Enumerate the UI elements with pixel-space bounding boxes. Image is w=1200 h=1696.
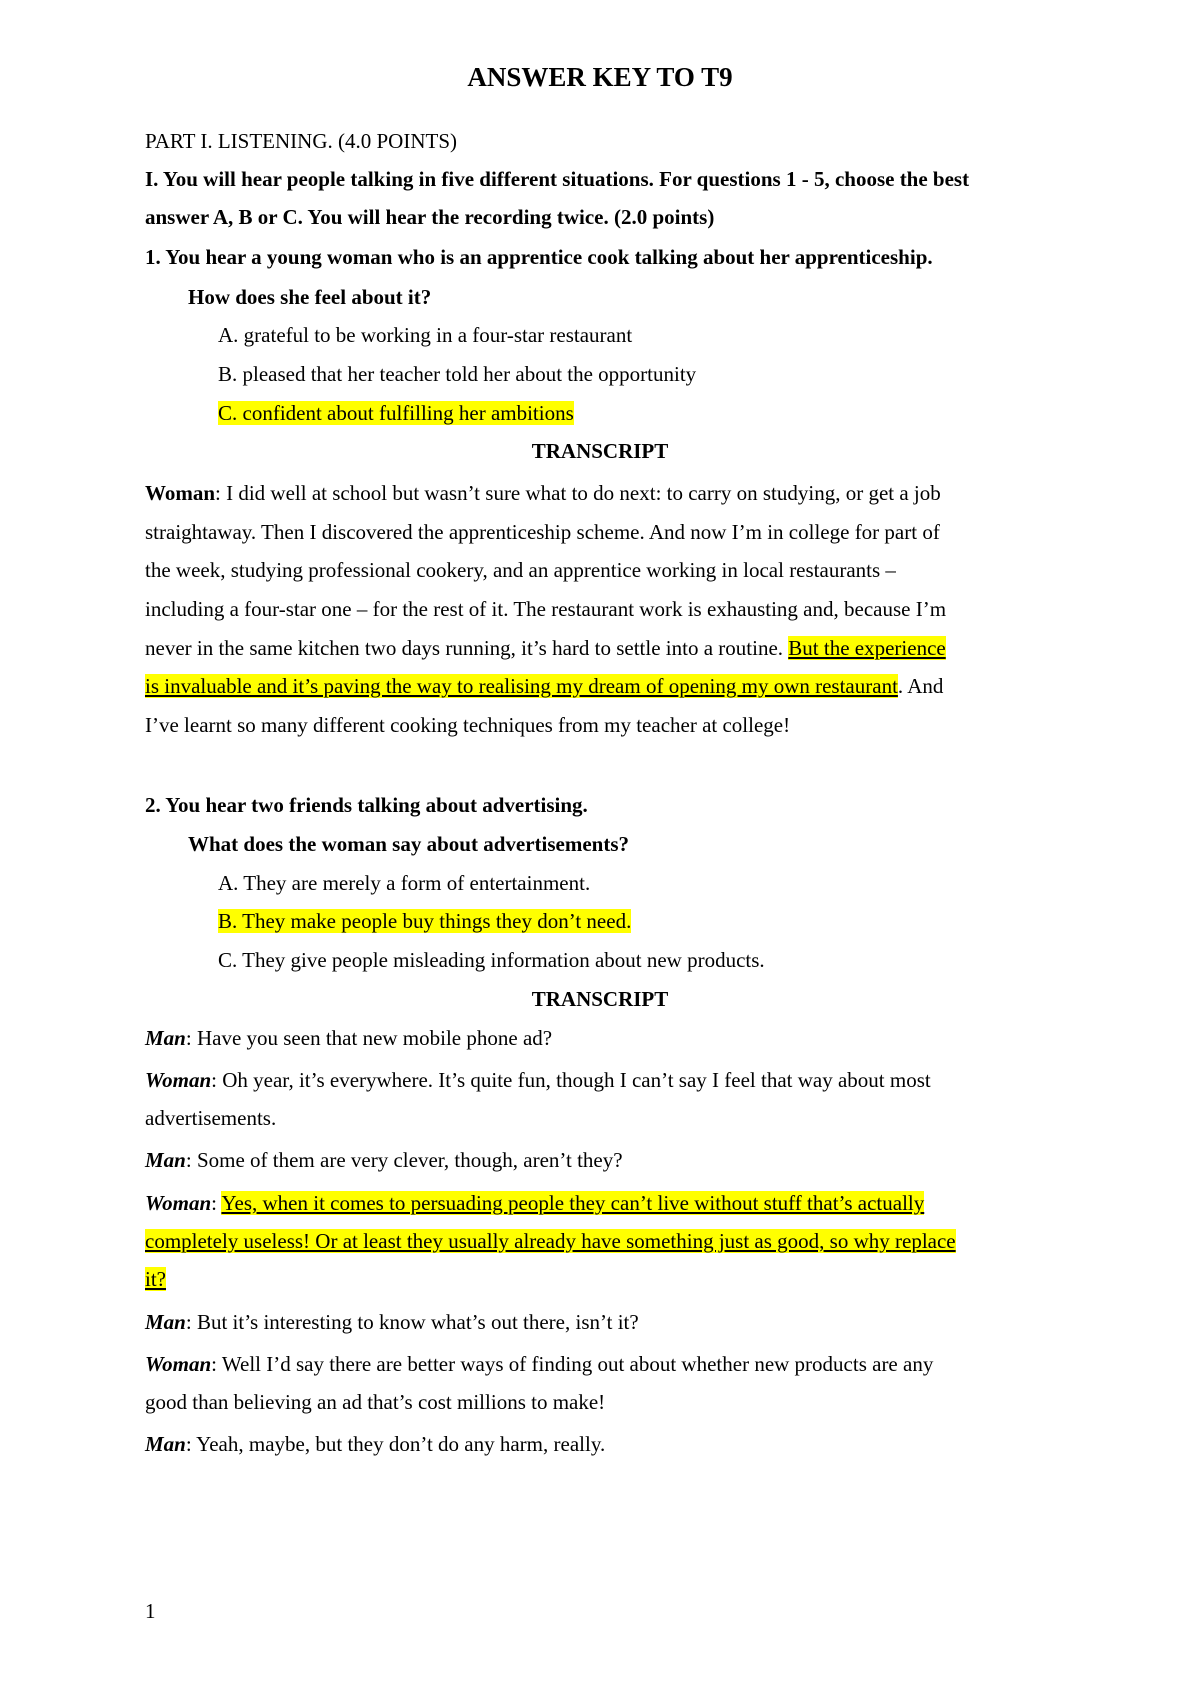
q1-transcript-line-5 — [145, 634, 946, 662]
q1-option-c — [218, 399, 574, 427]
q2-option-a: A. They are merely a form of entertainment. — [218, 871, 591, 895]
q1-transcript-heading: TRANSCRIPT — [531, 439, 669, 463]
q2-transcript-line-3: advertisements. — [145, 1106, 277, 1130]
q2-transcript-line-5: Woman: Yes, when it comes to persuading people they can’t live without stuff that’s actually — [145, 1191, 925, 1215]
q2-transcript-line-8: Man: But it’s interesting to know what’s out there, isn’t it? — [145, 1310, 639, 1334]
speaker-label: Woman — [145, 1352, 212, 1376]
page-number: 1 — [145, 1599, 156, 1623]
q2-stem: 2. You hear two friends talking about advertising. — [145, 793, 588, 817]
transcript-text: Have you seen that new mobile phone ad? — [196, 1026, 553, 1050]
q2-transcript-line-1: Man: Have you seen that new mobile phone ad? — [145, 1026, 553, 1050]
speaker-label: Woman — [145, 1068, 212, 1092]
transcript-text: Well I’d say there are better ways of finding out about whether new products are any — [221, 1352, 934, 1376]
part-heading: PART I. LISTENING. (4.0 POINTS) — [145, 129, 457, 153]
q2-transcript-line-2: Woman: Oh year, it’s everywhere. It’s quite fun, though I can’t say I feel that way about most — [145, 1068, 931, 1092]
q2-transcript-line-10: good than believing an ad that’s cost millions to make! — [145, 1390, 606, 1414]
q2-question: What does the woman say about advertisements? — [188, 832, 629, 856]
q2-transcript-heading: TRANSCRIPT — [531, 987, 669, 1011]
q1-transcript-line-1: Woman: I did well at school but wasn’t sure what to do next: to carry on studying, or get a job — [145, 481, 941, 505]
transcript-text: I did well at school but wasn’t sure what to do next: to carry on studying, or get a job — [226, 481, 941, 505]
q2-evidence-highlight-1: Yes, when it comes to persuading people they can’t live without stuff that’s actually — [221, 1191, 925, 1215]
transcript-text: never in the same kitchen two days running, it’s hard to settle into a routine. — [145, 636, 789, 660]
q2-evidence-highlight-3: it? — [145, 1267, 166, 1291]
speaker-label: Man — [145, 1310, 186, 1334]
q2-evidence-highlight-2: completely useless! Or at least they usually already have something just as good, so why replace — [145, 1229, 956, 1253]
transcript-text: Some of them are very clever, though, aren’t they? — [196, 1148, 623, 1172]
q2-transcript-line-6 — [145, 1227, 956, 1255]
q2-answer-highlight: B. They make people buy things they don’t need. — [218, 909, 632, 933]
q2-transcript-line-7 — [145, 1265, 166, 1293]
transcript-text: Yeah, maybe, but they don’t do any harm, really. — [196, 1432, 606, 1456]
speaker-label: Man — [145, 1026, 186, 1050]
transcript-text: But it’s interesting to know what’s out there, isn’t it? — [196, 1310, 639, 1334]
q2-transcript-line-9: Woman: Well I’d say there are better ways of finding out about whether new products are any — [145, 1352, 934, 1376]
q1-transcript-line-2: straightaway. Then I discovered the apprenticeship scheme. And now I’m in college for part of — [145, 520, 940, 544]
transcript-text: Oh year, it’s everywhere. It’s quite fun, though I can’t say I feel that way about most — [222, 1068, 931, 1092]
instructions-line-1: I. You will hear people talking in five different situations. For questions 1 - 5, choose the best — [145, 167, 970, 191]
q1-transcript-line-3: the week, studying professional cookery, and an apprentice working in local restaurants – — [145, 558, 896, 582]
q1-transcript-line-4: including a four-star one – for the rest of it. The restaurant work is exhausting and, because I’m — [145, 597, 947, 621]
document-title: ANSWER KEY TO T9 — [467, 62, 733, 92]
q1-option-a: A. grateful to be working in a four-star restaurant — [218, 323, 633, 347]
speaker-label: Man — [145, 1432, 186, 1456]
speaker-label: Woman — [145, 481, 216, 505]
q1-option-b: B. pleased that her teacher told her about the opportunity — [218, 362, 697, 386]
instructions-line-2: answer A, B or C. You will hear the recording twice. (2.0 points) — [145, 205, 715, 229]
q2-transcript-line-11: Man: Yeah, maybe, but they don’t do any harm, really. — [145, 1432, 606, 1456]
speaker-label: Man — [145, 1148, 186, 1172]
speaker-label: Woman — [145, 1191, 212, 1215]
q1-question: How does she feel about it? — [188, 285, 432, 309]
transcript-text: . And — [897, 674, 944, 698]
q2-option-b — [218, 907, 631, 935]
q1-transcript-line-6 — [145, 672, 943, 700]
q2-option-c: C. They give people misleading information about new products. — [218, 948, 765, 972]
q1-evidence-highlight-2: is invaluable and it’s paving the way to realising my dream of opening my own restaurant — [145, 674, 898, 698]
q2-transcript-line-4: Man: Some of them are very clever, though, aren’t they? — [145, 1148, 623, 1172]
q1-transcript-line-7: I’ve learnt so many different cooking techniques from my teacher at college! — [145, 713, 791, 737]
q1-stem: 1. You hear a young woman who is an apprentice cook talking about her apprenticeship. — [145, 245, 933, 269]
q1-answer-highlight: C. confident about fulfilling her ambitions — [218, 401, 574, 425]
q1-evidence-highlight-1: But the experience — [788, 636, 946, 660]
